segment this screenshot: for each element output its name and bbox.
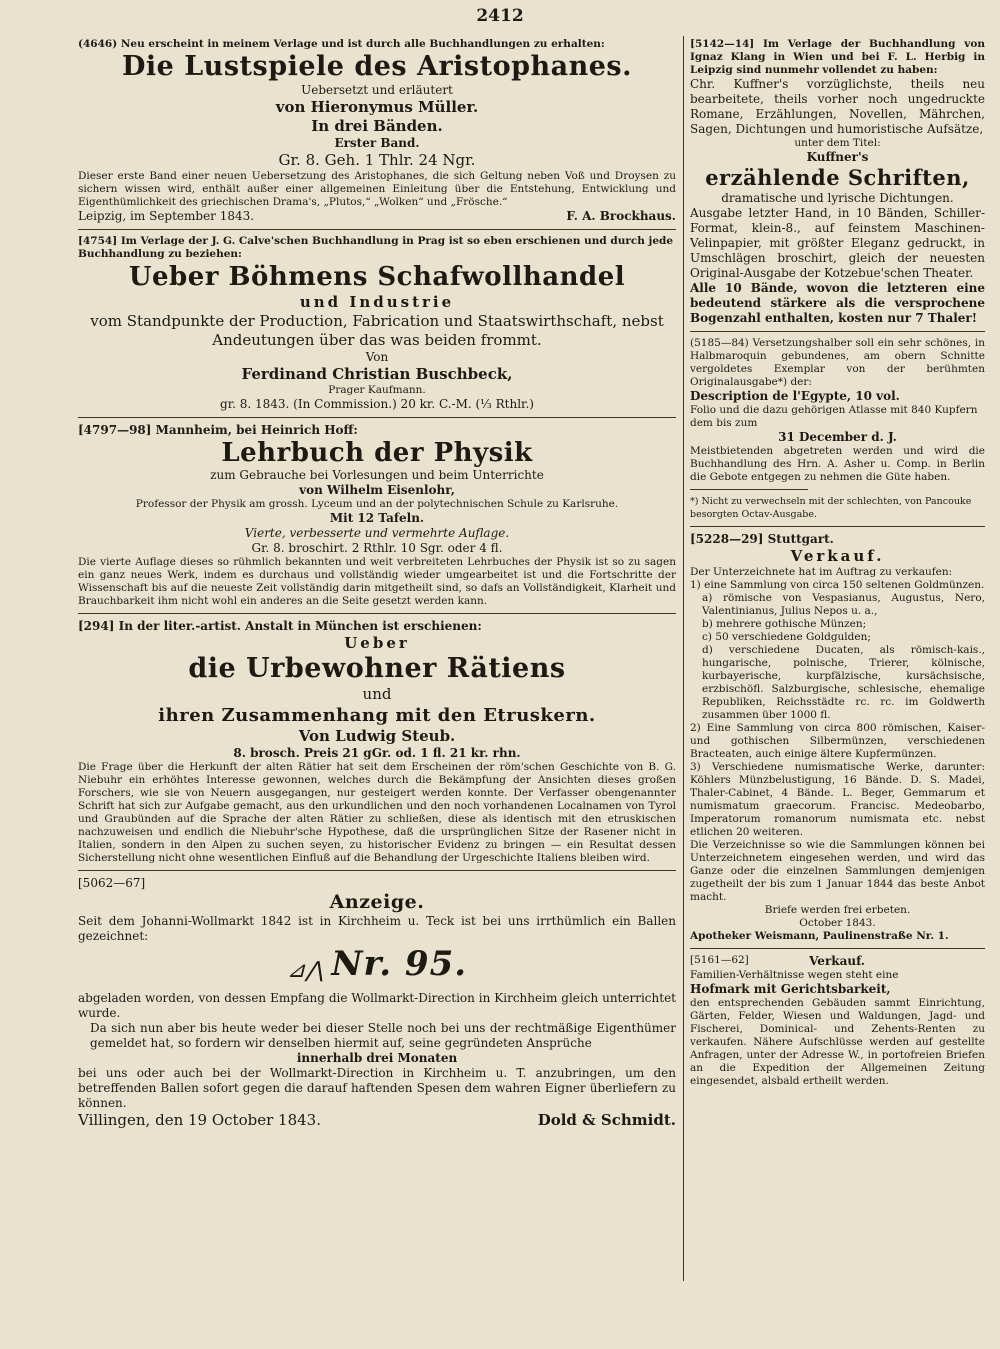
ad-line: vom Standpunkte der Production, Fabrication und Staatswirthschaft, nebst Andeutungen über das was beiden frommt. (90, 312, 664, 349)
ad-body: Die Frage über die Herkunft der alten Rätier hat seit dem Erscheinen der röm'schen Geschichte von B. G. Niebuhr ein erhöhtes Interesse gewonnen, welches durch die Bekämpfung der Ansichten dieses großen Forschers, wie sie von Neuern ausgegangen, nur gesteigert werden konnte. Der Verfasser obengenannter Schrift hat sich zur Aufgabe gemacht, aus den urkundlichen und den noch vorhandenen Localnamen von Tyrol und Graubünden auf die Sprache der alten Rätier zu schließen, diese als identisch mit den etruskischen nachzuweisen und endlich die Niebuhr'sche Hypothese, daß die ursprünglichen Sitze der Rasener nicht in Italien, sondern in den Alpen zu suchen seyen, zu historischer Evidenz zu bringen — ein Resultat dessen Sicherstellung nicht ohne wesentlichen Einfluß auf die Behandlung der Urgeschichte Italiens bleiben wird. (78, 761, 676, 864)
footnote-rule (690, 489, 808, 490)
ad-footer (78, 1111, 676, 1130)
ad-paragraph: Ausgabe letzter Hand, in 10 Bänden, Schiller-Format, klein-8., auf feinstem Maschinen-Velinpapier, mit größter Eleganz gedruckt, in Umschlägen broschirt, gleich der neuesten Original-Ausgabe der Kotzebue'schen Theater. (690, 206, 985, 280)
ad-hofmark (690, 954, 985, 1088)
ad-line: Von (365, 350, 389, 364)
ad-line: Erster Band. (334, 136, 420, 150)
ad-date: October 1843. (799, 917, 876, 929)
ad-price: gr. 8. 1843. (In Commission.) 20 kr. C.-M. (⅓ Rthlr.) (220, 397, 534, 411)
ad-physik (78, 423, 676, 608)
ad-title: Anzeige. (329, 891, 425, 913)
ad-footer (78, 209, 676, 224)
ad-line: Kuffner's (806, 150, 869, 164)
ad-line: Ueber (344, 634, 410, 652)
ad-heading: (4646) Neu erscheint in meinem Verlage und ist durch alle Buchhandlungen zu erhalten: (78, 38, 605, 50)
ad-paragraph: Familien-Verhältnisse wegen steht eine (690, 969, 899, 981)
ad-line: Mit 12 Tafeln. (329, 511, 425, 525)
ad-aristophanes (78, 38, 676, 224)
list-item: c) 50 verschiedene Goldgulden; (702, 631, 871, 643)
ad-line: Uebersetzt und erläutert (301, 83, 453, 97)
ad-author: Von Ludwig Steub. (298, 727, 456, 745)
bale-mark (78, 944, 676, 991)
ad-line: unter dem Titel: (794, 137, 881, 149)
ad-paragraph: Die Verzeichnisse so wie die Sammlungen können bei Unterzeichnetem eingesehen werden, und wird das Ganze oder die einzelnen Sammlungen demjenigen zugetheilt der bis zum 1 Januar 1844 das beste Anbot macht. (690, 839, 985, 903)
page-number: 2412 (476, 6, 524, 26)
ad-heading: [4797—98] Mannheim, bei Heinrich Hoff: (78, 423, 358, 437)
ad-line: zum Gebrauche bei Vorlesungen und beim Unterrichte (210, 468, 544, 482)
ad-body: Dieser erste Band einer neuen Uebersetzung des Aristophanes, die sich Geltung neben Voß und Droysen zu sichern wissen wird, enthält außer einer allgemeinen Einleitung über die Entstehung, Entwicklung und Eigenthümlichkeit des griechischen Drama's, „Plutos,“ „Wolken“ und „Frösche.“ (78, 170, 676, 208)
ad-paragraph: den entsprechenden Gebäuden sammt Einrichtung, Gärten, Felder, Wiesen und Waldungen, Jagd- und Fischerei, Dominical- und Zehents-Renten zu verkaufen. Nähere Aufschlüsse werden auf gestellte Anfragen, unter der Adresse W., in portofreien Briefen an die Expedition der Allgemeinen Zeitung eingesendet, alsbald ertheilt werden. (690, 997, 985, 1087)
list-item: 2) Eine Sammlung von circa 800 römischen, Kaiser- und gothischen Silbermünzen, verschiedenen Bracteaten, auch einige ältere Kupfermünzen. (690, 722, 985, 760)
ad-paragraph: Meistbietenden abgetreten werden und wird die Buchhandlung des Hrn. A. Asher u. Comp. in Berlin die Gebote entgegen zu nehmen die Güte haben. (690, 445, 985, 483)
ad-line: Vierte, verbesserte und vermehrte Auflage. (244, 526, 510, 540)
ad-author: von Hieronymus Müller. (275, 98, 479, 116)
ad-body: Die vierte Auflage dieses so rühmlich bekannten und weit verbreiteten Lehrbuches der Physik ist so zu sagen ein ganz neues Werk, indem es durchaus und vollständig wieder umgearbeitet ist und die Fortschritte der Wissenschaft bis auf die neueste Zeit vollständig darin mitgetheilt sind, so dafs an Vollständigkeit, Klarheit und Brauchbarkeit ihm nicht wohl ein anderes an die Seite gesetzt werden kann. (78, 556, 676, 607)
left-column (78, 38, 676, 1288)
right-column (690, 38, 985, 1288)
ad-paragraph: Seit dem Johanni-Wollmarkt 1842 ist in Kirchheim u. Teck ist bei uns irrthümlich ein Ballen gezeichnet: (78, 914, 676, 943)
list-item: d) verschiedene Ducaten, als römisch-kais., hungarische, polnische, Trierer, kölnische, kurbayerische, kurpfälzische, kursächsische, erzbischöfl. Salzburgische, schlesische, ehemalige Republiken, Reichsstädte rc. rc. im Goldwerth zusammen über 1000 fl. (702, 644, 985, 721)
ad-firm: Dold & Schmidt. (537, 1110, 676, 1129)
divider (78, 613, 676, 614)
list-item: b) mehrere gothische Münzen; (702, 618, 867, 630)
divider (690, 526, 985, 527)
list-item: 1) eine Sammlung von circa 150 seltenen Goldmünzen. (690, 579, 985, 591)
ad-title: die Urbewohner Rätiens (188, 653, 566, 684)
ad-heading: [294] In der liter.-artist. Anstalt in München ist erschienen: (78, 619, 482, 633)
ad-urbewohner (78, 619, 676, 865)
ad-verkauf-stuttgart (690, 532, 985, 943)
divider (78, 870, 676, 871)
ad-anzeige (78, 876, 676, 1130)
ad-place: Leipzig, im September 1843. (78, 209, 255, 223)
ad-author: Ferdinand Christian Buschbeck, (241, 365, 513, 383)
ad-footnote: *) Nicht zu verwechseln mit der schlechten, von Pancouke besorgten Octav-Ausgabe. (690, 496, 972, 520)
ad-header-row (690, 954, 985, 969)
ad-heading: [5228—29] Stuttgart. (690, 532, 834, 546)
ad-paragraph: Briefe werden frei erbeten. (764, 904, 911, 916)
ad-line: In drei Bänden. (311, 117, 443, 135)
ad-paragraph: Folio und die dazu gehörigen Atlasse mit 840 Kupfern (690, 404, 978, 416)
ad-paragraph: Der Unterzeichnete hat im Auftrag zu verkaufen: (690, 566, 953, 578)
ad-line: und Industrie (299, 293, 455, 311)
bale-number: Nr. 95. (331, 944, 468, 984)
list-item: 3) Verschiedene numismatische Werke, darunter: Köhlers Münzbelustigung, 16 Bände. D. S. Madei, Thaler-Cabinet, 4 Bände. L. Beger, Gemmarum et numismatum graecorum. Francisc. Medeobarbo, Imperatorum romanorum numismata etc. nebst etlichen 20 weiteren. (690, 761, 985, 838)
ad-heading: [5161—62] (690, 954, 749, 966)
ad-signature: Apotheker Weismann, Paulinenstraße Nr. 1. (690, 930, 949, 942)
ad-paragraph: abgeladen worden, von dessen Empfang die Wollmarkt-Direction in Kirchheim gleich unterrichtet wurde. (78, 990, 676, 1020)
ad-title: Verkauf. (790, 547, 885, 565)
ad-title: Lehrbuch der Physik (221, 438, 533, 468)
ad-paragraph: Da sich nun aber bis heute weder bei dieser Stelle noch bei uns der rechtmäßige Eigenthümer gemeldet hat, so fordern wir denselben hiermit auf, seine gegründeten Ansprüche (90, 1020, 676, 1050)
merchant-mark-icon: ⊿⋀ (286, 957, 324, 983)
ad-price: 8. brosch. Preis 21 gGr. od. 1 fl. 21 kr. rhn. (233, 746, 521, 760)
divider (78, 229, 676, 230)
ad-line: Hofmark mit Gerichtsbarkeit, (690, 982, 891, 996)
ad-line: und (362, 685, 392, 703)
ad-title: Die Lustspiele des Aristophanes. (121, 51, 633, 82)
ad-egypte (690, 337, 985, 521)
ad-schafwollhandel (78, 235, 676, 412)
divider (690, 331, 985, 332)
ad-heading: [5062—67] (78, 876, 146, 890)
ad-line: Professor der Physik am grossh. Lyceum und an der polytechnischen Schule zu Karlsruhe. (135, 498, 619, 510)
ad-deadline: innerhalb drei Monaten (296, 1050, 458, 1065)
ad-title: erzählende Schriften, (705, 165, 970, 190)
column-divider (683, 36, 684, 1281)
ad-price: Gr. 8. broschirt. 2 Rthlr. 10 Sgr. oder 4 fl. (251, 541, 503, 555)
ad-paragraph: dem bis zum (690, 417, 758, 429)
ad-paragraph: Chr. Kuffner's vorzüglichste, theils neu bearbeitete, theils vorher noch ungedruckte Romane, Erzählungen, Novellen, Mährchen, Sagen, Dichtungen und humoristische Aufsätze, (690, 77, 985, 136)
ad-line: Prager Kaufmann. (328, 384, 426, 396)
ad-title: Description de l'Egypte, 10 vol. (690, 389, 900, 403)
ad-heading: [5142—14] Im Verlage der Buchhandlung von Ignaz Klang in Wien und bei F. L. Herbig in Leipzig sind nunmehr vollendet zu haben: (690, 38, 985, 76)
divider (78, 417, 676, 418)
ad-price: Gr. 8. Geh. 1 Thlr. 24 Ngr. (278, 151, 476, 169)
ad-subtitle: ihren Zusammenhang mit den Etruskern. (158, 705, 596, 726)
list-item: a) römische von Vespasianus, Augustus, Nero, Valentinianus, Julius Nepos u. a., (702, 592, 985, 617)
ad-line: dramatische und lyrische Dichtungen. (721, 191, 954, 205)
ad-publisher: F. A. Brockhaus. (566, 209, 676, 223)
divider (690, 948, 985, 949)
ad-paragraph: bei uns oder auch bei der Wollmarkt-Direction in Kirchheim u. T. anzubringen, um den betreffenden Ballen sofort gegen die darauf haftenden Spesen dem wahren Eigner überliefern zu können. (78, 1065, 676, 1110)
ad-place: Villingen, den 19 October 1843. (78, 1110, 321, 1129)
ad-date: 31 December d. J. (778, 430, 897, 444)
ad-title: Ueber Böhmens Schafwollhandel (128, 262, 626, 292)
ad-author: von Wilhelm Eisenlohr, (299, 483, 455, 497)
ad-heading: [4754] Im Verlage der J. G. Calve'schen Buchhandlung in Prag ist so eben erschienen und durch jede Buchhandlung zu beziehen: (78, 235, 674, 260)
ad-paragraph: Alle 10 Bände, wovon die letzteren eine bedeutend stärkere als die versprochene Bogenzahl enthalten, kosten nur 7 Thaler! (690, 281, 985, 325)
ad-kuffner (690, 38, 985, 326)
ad-title: Verkauf. (809, 954, 865, 968)
ad-paragraph: (5185—84) Versetzungshalber soll ein sehr schönes, in Halbmaroquin gebundenes, am obern Schnitte vergoldetes Exemplar von der berühmten Originalausgabe*) der: (690, 337, 985, 388)
